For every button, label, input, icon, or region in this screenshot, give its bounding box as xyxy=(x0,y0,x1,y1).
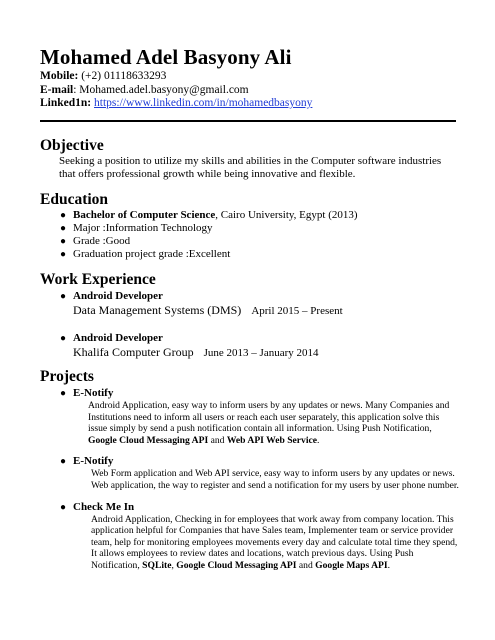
education-item xyxy=(40,222,460,235)
job-dates: April 2015 – Present xyxy=(251,305,343,317)
education-section xyxy=(40,191,460,261)
project-title: Check Me In xyxy=(73,500,135,513)
bullet-icon: ● xyxy=(60,223,67,234)
job-details xyxy=(73,303,460,319)
project-conjunction: and xyxy=(296,559,316,571)
job-company: Khalifa Computer Group xyxy=(73,345,194,359)
work-heading: Work Experience xyxy=(40,271,156,288)
job-entry xyxy=(40,332,460,361)
project-desc-text: Android Application, Checking in for employees that work away from company location. This application helpful for Companies that have Sales team, Implementer team or service provider team, help for monitoring employees movements every day and calculate total time they spend, It allows employees to review dates and locations, watch previous days. Using Push Notification, xyxy=(91,513,458,571)
linkedin-link[interactable]: https://www.linkedin.com/in/mohamedbasyony xyxy=(94,97,313,109)
projects-section xyxy=(40,368,460,572)
job-entry xyxy=(40,290,460,319)
mobile-label: Mobile: xyxy=(40,70,79,82)
project-tech: Google Cloud Messaging API xyxy=(176,559,297,571)
job-dates: June 2013 – January 2014 xyxy=(203,347,319,359)
bullet-icon: ● xyxy=(60,388,67,399)
education-heading: Education xyxy=(40,191,109,208)
project-tech: Google Cloud Messaging API xyxy=(88,434,209,446)
education-item xyxy=(40,235,460,248)
job-details xyxy=(73,345,460,361)
education-major: Major :Information Technology xyxy=(73,222,213,234)
mobile-value: (+2) 01118633293 xyxy=(78,70,167,82)
objective-heading: Objective xyxy=(40,137,104,154)
project-desc-end: . xyxy=(317,434,320,446)
email-label: E-mail xyxy=(40,83,74,96)
project-description: Web Form application and Web API service, easy way to inform users by any updates or news. Web application, the way to register and send a notification for my users by user phone number. xyxy=(91,468,459,491)
bullet-icon: ● xyxy=(60,236,67,247)
project-conjunction: and xyxy=(208,434,227,446)
email-value: : Mohamed.adel.basyony@gmail.com xyxy=(73,83,249,96)
mobile-line xyxy=(40,70,312,84)
project-entry xyxy=(40,387,460,446)
linkedin-line xyxy=(40,97,312,111)
candidate-name: Mohamed Adel Basyony Ali xyxy=(40,45,292,69)
education-project-grade: Graduation project grade :Excellent xyxy=(73,248,231,260)
job-company: Data Management Systems (DMS) xyxy=(73,303,242,317)
project-title: E-Notify xyxy=(73,387,114,399)
project-desc-text: Android Application, easy way to inform users by any updates or news. Many Companies and Institutions need to inform all users or reach each user separately, this application solve this issue simply by send a push notification contain all information. Using Push Notification, xyxy=(88,400,450,435)
linkedin-label: Linked1n: xyxy=(40,97,92,109)
bullet-icon: ● xyxy=(60,291,67,302)
education-grade: Grade :Good xyxy=(73,235,131,247)
education-list xyxy=(40,209,460,261)
work-section xyxy=(40,271,460,361)
project-desc-end: . xyxy=(387,559,391,571)
objective-section xyxy=(40,137,460,181)
bullet-icon: ● xyxy=(60,501,67,513)
degree-details: , Cairo University, Egypt (2013) xyxy=(215,209,358,221)
objective-text: Seeking a position to utilize my skills and abilities in the Computer software industries that offers professional growth while being innovative and flexible. xyxy=(59,155,442,180)
bullet-icon: ● xyxy=(60,333,67,344)
project-title: E-Notify xyxy=(73,455,114,468)
projects-heading: Projects xyxy=(40,368,94,385)
bullet-icon: ● xyxy=(60,249,67,260)
header-divider xyxy=(40,120,456,122)
project-tech: SQLite xyxy=(142,559,172,571)
project-entry xyxy=(40,501,460,572)
job-title: Android Developer xyxy=(73,290,163,302)
project-tech: Web API Web Service xyxy=(226,434,318,446)
project-entry xyxy=(40,455,460,491)
project-description xyxy=(88,400,460,446)
bullet-icon: ● xyxy=(60,456,67,468)
degree-name: Bachelor of Computer Science xyxy=(73,209,216,221)
project-description xyxy=(91,514,460,572)
project-separator: , xyxy=(171,559,177,571)
education-degree xyxy=(40,209,460,222)
bullet-icon: ● xyxy=(60,210,67,221)
email-line xyxy=(40,84,312,98)
project-tech: Google Maps API xyxy=(315,559,388,571)
education-item xyxy=(40,248,460,261)
header xyxy=(40,44,312,111)
job-title: Android Developer xyxy=(73,332,163,344)
